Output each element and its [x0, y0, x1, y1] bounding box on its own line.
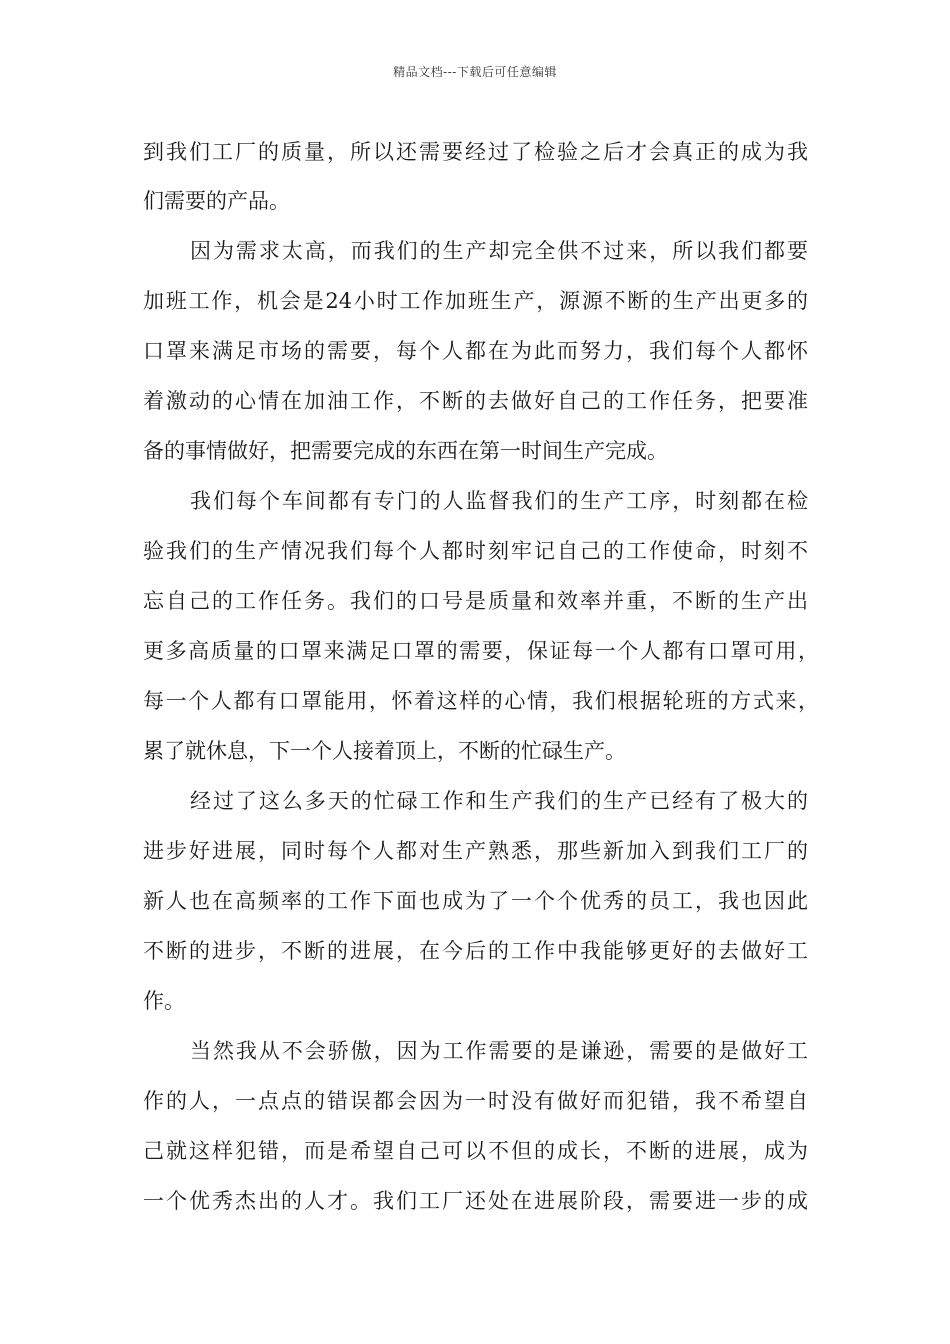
text-line: 验我们的生产情况我们每个人都时刻牢记自己的工作使命，时刻不	[143, 539, 808, 563]
text-line: 口罩来满足市场的需要，每个人都在为此而努力，我们每个人都怀	[143, 339, 808, 363]
text-line: 每一个人都有口罩能用，怀着这样的心情，我们根据轮班的方式来，	[143, 689, 819, 713]
text-line: 己就这样犯错，而是希望自己可以不但的成长，不断的进展，成为	[143, 1139, 808, 1163]
text-line: 加班工作，机会是24小时工作加班生产，源源不断的生产出更多的	[143, 289, 808, 313]
text-line: 作的人，一点点的错误都会因为一时没有做好而犯错，我不希望自	[143, 1089, 808, 1113]
paragraph-first-line: 我们每个车间都有专门的人监督我们的生产工序，时刻都在检	[190, 489, 808, 513]
text-line: 作。	[143, 989, 185, 1013]
paragraph-first-line: 因为需求太高，而我们的生产却完全供不过来，所以我们都要	[190, 239, 808, 263]
text-line: 忘自己的工作任务。我们的口号是质量和效率并重，不断的生产出	[143, 589, 808, 613]
text-line: 累了就休息，下一个人接着顶上，不断的忙碌生产。	[143, 739, 626, 763]
text-line: 着激动的心情在加油工作，不断的去做好自己的工作任务，把要准	[143, 389, 808, 413]
text-line: 不断的进步，不断的进展，在今后的工作中我能够更好的去做好工	[143, 939, 808, 963]
text-line: 进步好进展，同时每个人都对生产熟悉，那些新加入到我们工厂的	[143, 839, 808, 863]
text-line: 一个优秀杰出的人才。我们工厂还处在进展阶段，需要进一步的成	[143, 1189, 808, 1213]
text-line: 到我们工厂的质量，所以还需要经过了检验之后才会真正的成为我	[143, 140, 808, 164]
text-line: 更多高质量的口罩来满足口罩的需要，保证每一个人都有口罩可用，	[143, 639, 819, 663]
page-header: 精品文档---下载后可任意编辑	[393, 65, 557, 79]
paragraph-first-line: 经过了这么多天的忙碌工作和生产我们的生产已经有了极大的	[190, 789, 808, 813]
text-line: 备的事情做好，把需要完成的东西在第一时间生产完成。	[143, 439, 668, 463]
text-line: 们需要的产品。	[143, 189, 290, 213]
text-line: 新人也在高频率的工作下面也成为了一个个优秀的员工，我也因此	[143, 889, 808, 913]
paragraph-first-line: 当然我从不会骄傲，因为工作需要的是谦逊，需要的是做好工	[190, 1039, 808, 1063]
